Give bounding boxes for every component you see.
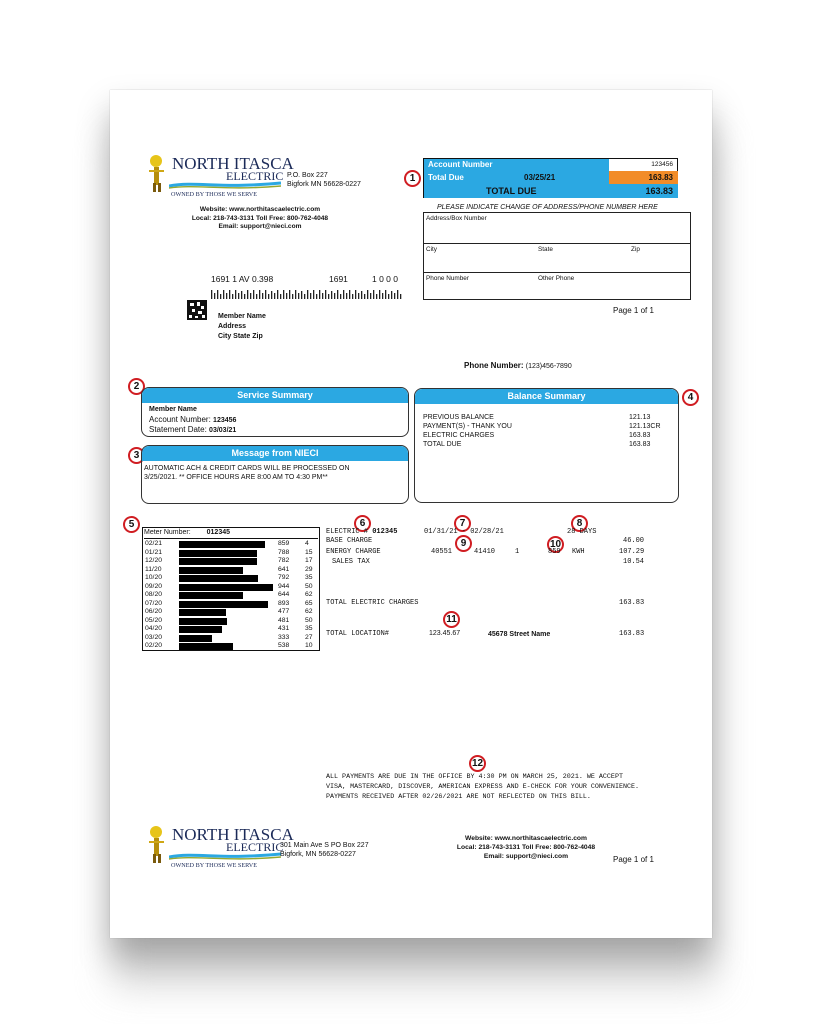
marker-12: 12 xyxy=(469,755,486,772)
meter-days: 62 xyxy=(305,608,313,615)
service-member-name: Member Name xyxy=(149,406,197,413)
previous-balance-label: PREVIOUS BALANCE xyxy=(423,414,494,421)
meter-number-row xyxy=(144,529,318,539)
redacted-usage-bar xyxy=(179,601,268,608)
total-due-summary-label: TOTAL DUE xyxy=(423,441,462,448)
meter-kwh: 859 xyxy=(278,540,290,547)
notice-line-3: PAYMENTS RECEIVED AFTER 02/26/2021 ARE NOT REFLECTED ON THIS BILL. xyxy=(326,793,591,801)
meter-history-row xyxy=(143,608,319,617)
meter-month: 09/20 xyxy=(145,582,163,590)
company-po-box xyxy=(287,171,361,189)
redacted-usage-bar xyxy=(179,575,258,582)
footer-address xyxy=(280,841,369,859)
previous-reading: 40551 xyxy=(431,548,453,556)
balance-values xyxy=(629,413,674,449)
meter-month: 01/21 xyxy=(145,548,163,556)
redacted-usage-bar xyxy=(179,618,227,625)
member-name: Member Name xyxy=(218,313,266,320)
grand-total-row xyxy=(424,184,678,198)
footer-logo-line1: NORTH ITASCA xyxy=(172,825,294,844)
electric-charges-label: ELECTRIC CHARGES xyxy=(423,432,495,439)
meter-month: 02/20 xyxy=(145,642,163,649)
meter-month: 12/20 xyxy=(145,557,163,564)
meter-history-row xyxy=(143,591,319,600)
meter-days: 50 xyxy=(305,582,313,590)
meter-month: 03/20 xyxy=(145,633,163,641)
balance-summary-panel xyxy=(414,388,679,503)
meter-month: 11/20 xyxy=(145,565,162,573)
meter-month: 05/20 xyxy=(145,616,163,624)
payments-value: 121.13CR xyxy=(629,423,661,430)
statement-date-value: 03/03/21 xyxy=(209,427,237,434)
base-charge-value: 46.00 xyxy=(623,537,645,545)
meter-history-row xyxy=(143,642,319,651)
balance-labels xyxy=(423,413,583,449)
meter-days: 10 xyxy=(305,642,313,649)
redacted-usage-bar xyxy=(179,635,212,642)
footer-logo-wave xyxy=(169,852,281,860)
contact-block xyxy=(170,206,350,232)
redacted-usage-bar xyxy=(179,550,257,557)
payments-label: PAYMENT(S) - THANK YOU xyxy=(423,423,512,430)
logo-wave xyxy=(169,181,281,189)
marker-7: 7 xyxy=(454,515,471,532)
phone-row xyxy=(424,273,690,300)
footer-street: 301 Main Ave S PO Box 227 xyxy=(280,842,369,849)
reading-multiplier: 1 xyxy=(515,548,520,556)
payment-notice xyxy=(326,772,639,802)
message-text xyxy=(144,464,350,482)
footer-logo-line2: ELECTRIC xyxy=(226,840,284,854)
meter-rows xyxy=(143,540,319,651)
meter-history-row xyxy=(143,625,319,634)
postal-barcode-icon xyxy=(211,290,403,299)
phone-text: Local: 218-743-3131 Toll Free: 800-762-4048 xyxy=(191,214,329,222)
po-city: Bigfork MN 56628-0227 xyxy=(287,181,361,188)
meter-days: 15 xyxy=(305,548,313,556)
redacted-usage-bar xyxy=(179,541,265,548)
meter-month: 04/20 xyxy=(145,625,163,632)
statement-date-line xyxy=(149,425,236,434)
meter-days: 17 xyxy=(305,557,313,564)
base-charge-label: BASE CHARGE xyxy=(326,537,373,545)
service-summary-panel xyxy=(141,387,409,437)
marker-6: 6 xyxy=(354,515,371,532)
notice-line-1: ALL PAYMENTS ARE DUE IN THE OFFICE BY 4:30 PM ON MARCH 25, 2021. WE ACCEPT xyxy=(326,773,623,781)
location-total: 163.83 xyxy=(619,630,645,638)
current-reading: 41410 xyxy=(474,548,496,556)
page-number-top: Page 1 of 1 xyxy=(613,306,654,315)
meter-history-row xyxy=(143,634,319,643)
meter-month: 08/20 xyxy=(145,591,163,598)
bill-page xyxy=(110,90,712,938)
meter-history-row xyxy=(143,557,319,566)
meter-kwh: 792 xyxy=(278,574,290,581)
state-field[interactable]: State xyxy=(538,246,553,253)
notice-line-2: VISA, MASTERCARD, DISCOVER, AMERICAN EXPRESS AND E-CHECK FOR YOUR CONVENIENCE. xyxy=(326,783,640,791)
meter-days: 27 xyxy=(305,633,313,641)
meter-month: 10/20 xyxy=(145,574,163,581)
total-due-label: Total Due xyxy=(424,171,609,184)
balance-summary-title: Balance Summary xyxy=(415,389,678,404)
meter-kwh: 944 xyxy=(278,582,290,590)
marker-10: 10 xyxy=(547,536,564,553)
other-phone-field[interactable]: Other Phone xyxy=(538,275,575,282)
meter-kwh: 788 xyxy=(278,548,290,556)
energy-charge-label: ENERGY CHARGE xyxy=(326,548,381,556)
marker-1: 1 xyxy=(404,170,421,187)
meter-number-value: 012345 xyxy=(206,529,230,536)
energy-charge-value: 107.29 xyxy=(619,548,645,556)
total-electric-label: TOTAL ELECTRIC CHARGES xyxy=(326,599,419,607)
meter-kwh: 782 xyxy=(278,557,290,564)
electric-charges-value: 163.83 xyxy=(629,432,651,439)
company-logo xyxy=(145,153,294,208)
logo-line2: ELECTRIC xyxy=(226,169,284,183)
statement-date-label: Statement Date: xyxy=(149,425,207,434)
meter-kwh: 333 xyxy=(278,633,290,641)
meter-history-row xyxy=(143,540,319,549)
message-title: Message from NIECI xyxy=(142,446,408,461)
redacted-usage-bar xyxy=(179,567,243,574)
address-label: Address/Box Number xyxy=(426,215,487,222)
meter-history-row xyxy=(143,600,319,609)
email-text: Email: support@nieci.com xyxy=(218,223,302,230)
service-period: 01/31/21 - 02/28/21 xyxy=(424,528,504,536)
service-summary-title: Service Summary xyxy=(142,388,408,403)
website-text: Website: www.northitascaelectric.com xyxy=(199,206,321,213)
meter-month: 07/20 xyxy=(145,599,163,607)
electric-number: 012345 xyxy=(372,528,398,536)
sales-tax-label: SALES TAX xyxy=(332,558,370,566)
due-date: 03/25/21 xyxy=(524,173,556,182)
change-form-title: PLEASE INDICATE CHANGE OF ADDRESS/PHONE NUMBER HERE xyxy=(437,204,658,211)
total-due-box xyxy=(423,158,678,198)
redacted-usage-bar xyxy=(179,643,233,650)
footer-mascot-logo-icon xyxy=(145,824,169,869)
account-number-label: Account Number xyxy=(424,159,609,171)
redacted-usage-bar xyxy=(179,609,226,616)
mascot-logo-icon xyxy=(145,153,169,198)
footer-website: Website: www.northitascaelectric.com xyxy=(465,835,587,842)
message-line-2: 3/25/2021. ** OFFICE HOURS ARE 8:00 AM TO 4:30 PM** xyxy=(144,474,328,481)
postal-barcode xyxy=(211,286,403,295)
barcode-text-middle: 1691 xyxy=(329,274,348,284)
zip-field[interactable]: Zip xyxy=(631,246,640,253)
phone-number-value: (123)456-7890 xyxy=(525,363,572,370)
grand-total-label: TOTAL DUE xyxy=(486,186,537,196)
marker-2: 2 xyxy=(128,378,145,395)
footer-logo xyxy=(145,824,294,879)
service-account-label: Account Number: xyxy=(149,415,211,424)
redacted-usage-bar xyxy=(179,558,257,565)
total-due-summary-value: 163.83 xyxy=(629,441,651,448)
kwh-unit: KWH xyxy=(572,548,585,556)
meter-days: 4 xyxy=(305,540,309,547)
city-field[interactable]: City xyxy=(426,246,438,253)
barcode-text-right: 1 0 0 0 xyxy=(372,274,398,284)
phone-field[interactable]: Phone Number xyxy=(426,275,469,282)
marker-3: 3 xyxy=(128,447,145,464)
meter-days: 50 xyxy=(305,616,313,624)
change-address-form xyxy=(423,212,691,300)
phone-number-label: Phone Number: xyxy=(464,361,524,370)
kwh-used: 859 xyxy=(548,548,561,556)
meter-days: 29 xyxy=(305,565,313,573)
logo-tagline: OWNED BY THOSE WE SERVE xyxy=(171,191,258,198)
city-state-zip-row xyxy=(424,244,690,273)
meter-history-row xyxy=(143,617,319,626)
meter-kwh: 431 xyxy=(278,625,290,632)
footer-contact xyxy=(436,834,616,861)
meter-kwh: 477 xyxy=(278,608,290,615)
qr-code-icon xyxy=(187,300,207,320)
electric-label: ELECTRIC # xyxy=(326,528,369,536)
meter-days: 35 xyxy=(305,625,313,632)
redacted-usage-bar xyxy=(179,584,273,591)
logo-line1: NORTH ITASCA xyxy=(172,154,294,173)
meter-month: 02/21 xyxy=(145,540,163,547)
redacted-usage-bar xyxy=(179,626,222,633)
message-panel xyxy=(141,445,409,504)
meter-history-row xyxy=(143,566,319,575)
redacted-usage-bar xyxy=(179,592,243,599)
address-field[interactable] xyxy=(424,213,690,244)
footer-logo-tagline: OWNED BY THOSE WE SERVE xyxy=(171,862,258,869)
page-number-bottom: Page 1 of 1 xyxy=(613,855,654,864)
footer-phone: Local: 218-743-3131 Toll Free: 800-762-4048 xyxy=(456,844,596,851)
mailing-address xyxy=(218,312,266,342)
service-account-value: 123456 xyxy=(213,417,237,424)
meter-kwh: 641 xyxy=(278,565,290,573)
member-city-state: City State Zip xyxy=(218,333,263,340)
meter-kwh: 644 xyxy=(278,591,290,598)
location-number: 123.45.67 xyxy=(429,630,461,637)
location-address: 45678 Street Name xyxy=(488,631,551,638)
sales-tax-value: 10.54 xyxy=(623,558,645,566)
marker-4: 4 xyxy=(682,389,699,406)
meter-days: 62 xyxy=(305,591,313,598)
meter-days: 35 xyxy=(305,574,313,581)
phone-number-line xyxy=(464,361,572,370)
footer-email: Email: support@nieci.com xyxy=(483,853,569,860)
meter-kwh: 893 xyxy=(278,599,290,607)
total-due-amount: 163.83 xyxy=(609,171,678,184)
marker-8: 8 xyxy=(571,515,588,532)
meter-number-label: Meter Number: xyxy=(144,529,191,536)
barcode-text-left: 1691 1 AV 0.398 xyxy=(211,274,274,284)
message-line-1: AUTOMATIC ACH & CREDIT CARDS WILL BE PROCESSED ON xyxy=(144,465,350,472)
meter-kwh: 538 xyxy=(278,642,290,649)
footer-city: Bigfork, MN 56628-0227 xyxy=(280,851,356,858)
service-days: 28 DAYS xyxy=(567,528,597,536)
marker-11: 11 xyxy=(443,611,460,628)
total-electric-value: 163.83 xyxy=(619,599,645,607)
meter-history-row xyxy=(143,574,319,583)
meter-history-row xyxy=(143,583,319,592)
electric-label-line xyxy=(326,528,397,536)
meter-days: 65 xyxy=(305,599,313,607)
member-address: Address xyxy=(218,323,247,330)
meter-kwh: 481 xyxy=(278,616,290,624)
marker-5: 5 xyxy=(123,516,140,533)
meter-month: 06/20 xyxy=(145,608,163,615)
grand-total-amount: 163.83 xyxy=(645,186,673,196)
account-number-value: 123456 xyxy=(651,161,673,168)
total-location-label: TOTAL LOCATION# xyxy=(326,630,390,638)
meter-history-table xyxy=(142,527,320,651)
previous-balance-value: 121.13 xyxy=(629,414,651,421)
meter-history-row xyxy=(143,549,319,558)
po-box: P.O. Box 227 xyxy=(287,172,328,179)
service-account-line xyxy=(149,415,236,424)
marker-9: 9 xyxy=(455,535,472,552)
